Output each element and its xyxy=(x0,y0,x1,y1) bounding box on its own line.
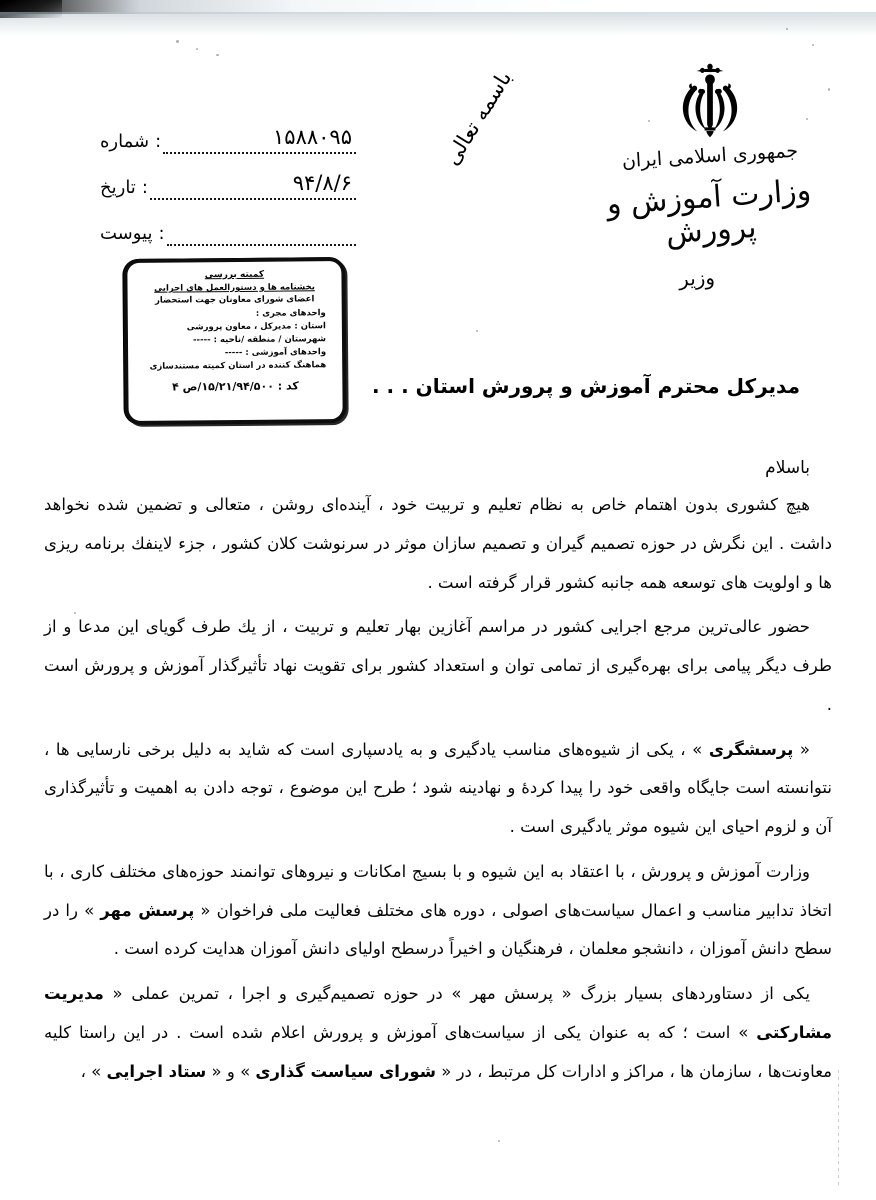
meta-row-number xyxy=(96,108,356,154)
stamp-subtitle: بخشنامه ها و دستورالعمل های اجرایی xyxy=(154,282,315,294)
body-paragraph: وزارت آموزش و پرورش ، با اعتقاد به این شیوه و با بسیج امکانات و نیروهای توانمند حوزه‌های مختلف کاری ، با اتخاذ تدابیر مناسب و اعمال سیاست‌های اصولی ، دوره های مختلف فعالیت ملی فراخوان « پرسش مهر » را در سطح دانش آموزان ، دانشجو معلمان ، فرهنگیان و اخیراً درسطح اولیای دانش آموزان هدایت کرده است . xyxy=(44,861,832,959)
stamp-line-4: واحدهای مجری : xyxy=(255,307,326,319)
letter-body xyxy=(44,486,832,1097)
basmala-invocation: باسمه تعالی xyxy=(439,66,517,170)
date-value: ۹۴/۸/۶ xyxy=(292,171,352,195)
scan-speck xyxy=(786,28,788,30)
body-paragraph: هیچ کشوری بدون اهتمام خاص به نظام تعلیم و تربیت خود ، آینده‌ای روشن ، متعالی و تضمین شده نخواهد داشت . این نگرش در حوزه تصمیم گیران و تصمیم سازان موثر در سرنوشت کلان کشور ، جزء لاینفك برنامه ریزی ها و اولویت های توسعه همه جانبه کشور قرار گرفته است . xyxy=(44,495,832,592)
date-dotted-line xyxy=(150,171,356,200)
letterhead xyxy=(560,139,860,291)
letterhead-ministry: وزارت آموزش و پرورش xyxy=(605,172,813,251)
scan-speck xyxy=(812,44,814,46)
scan-speck xyxy=(806,118,808,120)
scan-speck xyxy=(196,48,198,50)
scan-vertical-line-artifact xyxy=(838,1070,839,1188)
meta-row-attachment xyxy=(96,200,356,246)
stamp-title: کمیته بررسی xyxy=(204,269,265,281)
salutation: باسلام xyxy=(765,458,810,478)
scan-speck xyxy=(176,40,179,43)
review-committee-stamp xyxy=(123,257,346,425)
number-dotted-line xyxy=(163,125,356,154)
body-paragraph: « پرسشگری » ، یکی از شیوه‌های مناسب یادگیری و به یادسپاری است که شاید به دلیل برخی نارسایی ها ، نتوانسته است جایگاه واقعی خود را پیدا کردهٔ و نهادینه شود ؛ طرح این موضوع ، توجه دادن به اهمیت و تأثیرگذاری آن و لزوم احیای این شیوه موثر یادگیری است . xyxy=(44,739,832,837)
attachment-colon: : xyxy=(158,223,165,244)
scan-speck xyxy=(828,88,830,91)
scan-top-fade xyxy=(0,12,876,38)
number-value: ۱۵۸۸۰۹۵ xyxy=(273,125,352,149)
letterhead-country: جمهوری اسلامی ایران xyxy=(621,139,799,173)
stamp-line-3: اعضای شورای معاونان جهت استحضار xyxy=(154,294,315,307)
body-paragraph: یکی از دستاوردهای بسیار بزرگ « پرسش مهر » در حوزه تصمیم‌گیری و اجرا ، تمرین عملی « مدیریت مشارکتی » است ؛ که به عنوان یکی از سیاست‌های آموزش و پرورش اعلام شده است . در این راستا کلیه معاونت‌ها ، سازمان ها ، مراکز و ادارات کل مرتبط ، در « شورای سیاست گذاری » و « ستاد اجرایی » ، xyxy=(44,984,832,1081)
scan-speck xyxy=(498,1140,500,1142)
iran-emblem-icon xyxy=(664,62,756,148)
stamp-line-8: هماهنگ کننده در استان کمیته مستندسازی xyxy=(149,360,327,372)
stamp-code: کد : ۱۵/۲۱/۹۴/۵۰۰/ص ۴ xyxy=(172,379,299,394)
addressee-line: مدیرکل محترم آموزش و پرورش استان . . . xyxy=(371,374,800,398)
scan-speck xyxy=(648,120,650,122)
letterhead-role: وزیر xyxy=(678,265,716,291)
attachment-dotted-line xyxy=(167,228,356,246)
document-meta-fields xyxy=(96,108,356,246)
meta-row-date xyxy=(96,154,356,200)
stamp-line-7: واحدهای آموزشی : ----- xyxy=(224,347,327,359)
scan-speck xyxy=(476,330,478,332)
number-label: شماره xyxy=(100,131,150,152)
date-colon: : xyxy=(141,177,148,198)
date-label: تاریخ xyxy=(100,177,136,198)
number-colon: : xyxy=(155,131,162,152)
body-paragraph: حضور عالی‌ترین مرجع اجرایی کشور در مراسم آغازین بهار تعلیم و تربیت ، از یك طرف گویای این مدعا و از طرف دیگر پیامی برای بهره‌گیری از تمامی توان و استعداد کشور برای تقویت نهاد تأثیرگذار آموزش و پرورش است . xyxy=(44,617,832,714)
scan-speck xyxy=(216,54,219,56)
stamp-line-5: استان : مدیرکل ، معاون پرورشی xyxy=(186,320,326,333)
attachment-label: پیوست xyxy=(100,223,153,244)
stamp-line-6: شهرستان / منطقه /ناحیه : ----- xyxy=(192,334,327,346)
